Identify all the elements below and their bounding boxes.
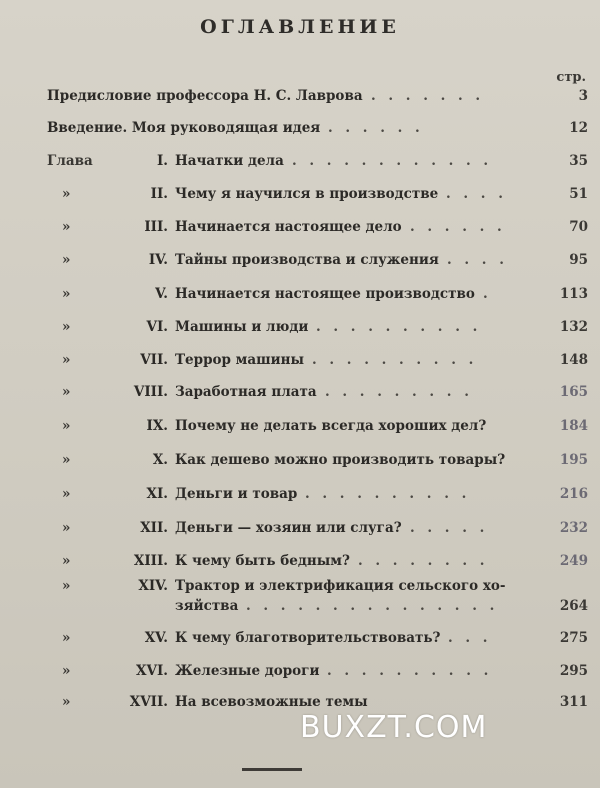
toc-entry — [0, 598, 600, 624]
entry-title: Начатки дела — [175, 153, 284, 169]
entry-prefix: » — [62, 219, 71, 235]
chapter-numeral: VII. — [140, 352, 168, 368]
leader-dots: . . . . . . . . . . — [327, 663, 493, 679]
entry-prefix: » — [62, 452, 71, 468]
leader-dots: . . . . . — [410, 520, 489, 536]
leader-dots: . . . . . . — [328, 120, 424, 136]
leader-dots: . . . . . . . . . . . . — [292, 153, 493, 169]
toc-entry — [0, 219, 600, 245]
page-number: 184 — [559, 418, 588, 434]
toc-entry — [0, 286, 600, 312]
page-number: 295 — [559, 663, 588, 679]
chapter-numeral: II. — [150, 186, 168, 202]
entry-prefix: » — [62, 486, 71, 502]
chapter-numeral: V. — [155, 286, 168, 302]
leader-dots: . . . . . . . . . — [325, 384, 473, 400]
page-number: 132 — [559, 319, 588, 335]
page-number: 275 — [559, 630, 588, 646]
chapter-numeral: XV. — [144, 630, 168, 646]
leader-dots: . . . . . . . . . . — [316, 319, 482, 335]
toc-entry — [0, 520, 600, 546]
entry-title: Тайны производства и служения — [175, 252, 439, 268]
page-number: 35 — [569, 153, 588, 169]
entry-prefix: » — [62, 520, 71, 536]
watermark: BUXZT.COM — [300, 710, 488, 745]
toc-entry — [0, 352, 600, 378]
end-rule — [242, 768, 302, 771]
toc-entry — [0, 319, 600, 345]
page-number: 12 — [569, 120, 588, 136]
entry-title: К чему быть бедным? — [175, 553, 350, 569]
page-number: 249 — [559, 553, 588, 569]
entry-prefix: » — [62, 694, 71, 710]
toc-entry — [0, 384, 600, 410]
entry-title: Террор машины — [175, 352, 305, 368]
entry-prefix: » — [62, 352, 71, 368]
chapter-numeral: III. — [144, 219, 168, 235]
page-number: 165 — [559, 384, 588, 400]
entry-prefix: Глава — [47, 153, 93, 169]
entry-title: Машины и люди — [175, 319, 309, 335]
entry-title: Предисловие профессора Н. С. Лаврова — [47, 88, 363, 104]
page-column-label: стр. — [556, 70, 586, 85]
chapter-numeral: VIII. — [133, 384, 168, 400]
page-number: 113 — [559, 286, 588, 302]
chapter-numeral: XI. — [146, 486, 168, 502]
entry-prefix: » — [62, 663, 71, 679]
leader-dots: . . . . . . — [410, 219, 506, 235]
toc-entry — [0, 452, 600, 478]
entry-title: Деньги — хозяин или слуга? — [175, 520, 402, 536]
entry-title: Почему не делать всегда хороших дел? — [175, 418, 487, 434]
page-number: 70 — [569, 219, 588, 235]
entry-prefix: » — [62, 384, 71, 400]
chapter-numeral: I. — [156, 153, 168, 169]
page-number: 195 — [559, 452, 588, 468]
entry-prefix: » — [62, 578, 71, 594]
page-title: ОГЛАВЛЕНИЕ — [200, 16, 400, 38]
entry-prefix: » — [62, 252, 71, 268]
leader-dots: . . . . . . . — [371, 88, 485, 104]
entry-prefix: » — [62, 418, 71, 434]
leader-dots: . . . . . . . . . . . . . . . — [246, 598, 499, 614]
leader-dots: . . . . . . . . . . — [305, 486, 471, 502]
page-number: 232 — [559, 520, 588, 536]
toc-entry — [0, 486, 600, 512]
toc-entry — [0, 630, 600, 656]
leader-dots: . . . . — [447, 252, 508, 268]
entry-title: Деньги и товар — [175, 486, 298, 502]
entry-title: К чему благотворительствовать? — [175, 630, 441, 646]
leader-dots: . . . . . . . . . . — [312, 352, 478, 368]
page-number: 311 — [559, 694, 588, 710]
entry-title: зяйства — [175, 598, 239, 614]
entry-title: Трактор и электрификация сельского хо- — [175, 578, 506, 594]
entry-title: Начинается настоящее дело — [175, 219, 402, 235]
entry-title: Начинается настоящее производство — [175, 286, 475, 302]
chapter-numeral: XVI. — [136, 663, 168, 679]
toc-entry — [0, 663, 600, 689]
chapter-numeral: XIII. — [133, 553, 168, 569]
entry-prefix: » — [62, 319, 71, 335]
entry-prefix: » — [62, 186, 71, 202]
toc-entry — [0, 186, 600, 212]
page-number: 3 — [578, 88, 588, 104]
entry-prefix: » — [62, 553, 71, 569]
page-number: 51 — [569, 186, 588, 202]
chapter-numeral: VI. — [146, 319, 168, 335]
leader-dots: . . . — [448, 630, 492, 646]
toc-entry — [0, 88, 600, 114]
leader-dots: . — [483, 286, 492, 302]
entry-title: Заработная плата — [175, 384, 317, 400]
page-number: 216 — [559, 486, 588, 502]
entry-title: Как дешево можно производить товары? — [175, 452, 506, 468]
chapter-numeral: IX. — [146, 418, 168, 434]
chapter-numeral: X. — [152, 452, 168, 468]
chapter-numeral: XIV. — [138, 578, 168, 594]
page-number: 148 — [559, 352, 588, 368]
page-number: 95 — [569, 252, 588, 268]
toc-entry — [0, 252, 600, 278]
toc-entry — [0, 553, 600, 579]
entry-title: Введение. Моя руководящая идея — [47, 120, 321, 136]
chapter-numeral: XVII. — [129, 694, 168, 710]
page-number: 264 — [559, 598, 588, 614]
chapter-numeral: IV. — [148, 252, 168, 268]
chapter-numeral: XII. — [140, 520, 168, 536]
entry-prefix: » — [62, 286, 71, 302]
toc-entry — [0, 153, 600, 179]
toc-entry — [0, 120, 600, 146]
entry-title: Железные дороги — [175, 663, 320, 679]
leader-dots: . . . . — [446, 186, 507, 202]
entry-title: Чему я научился в производстве — [175, 186, 439, 202]
entry-prefix: » — [62, 630, 71, 646]
leader-dots: . . . . . . . . — [358, 553, 489, 569]
entry-title: На всевозможные темы — [175, 694, 368, 710]
toc-entry — [0, 418, 600, 444]
